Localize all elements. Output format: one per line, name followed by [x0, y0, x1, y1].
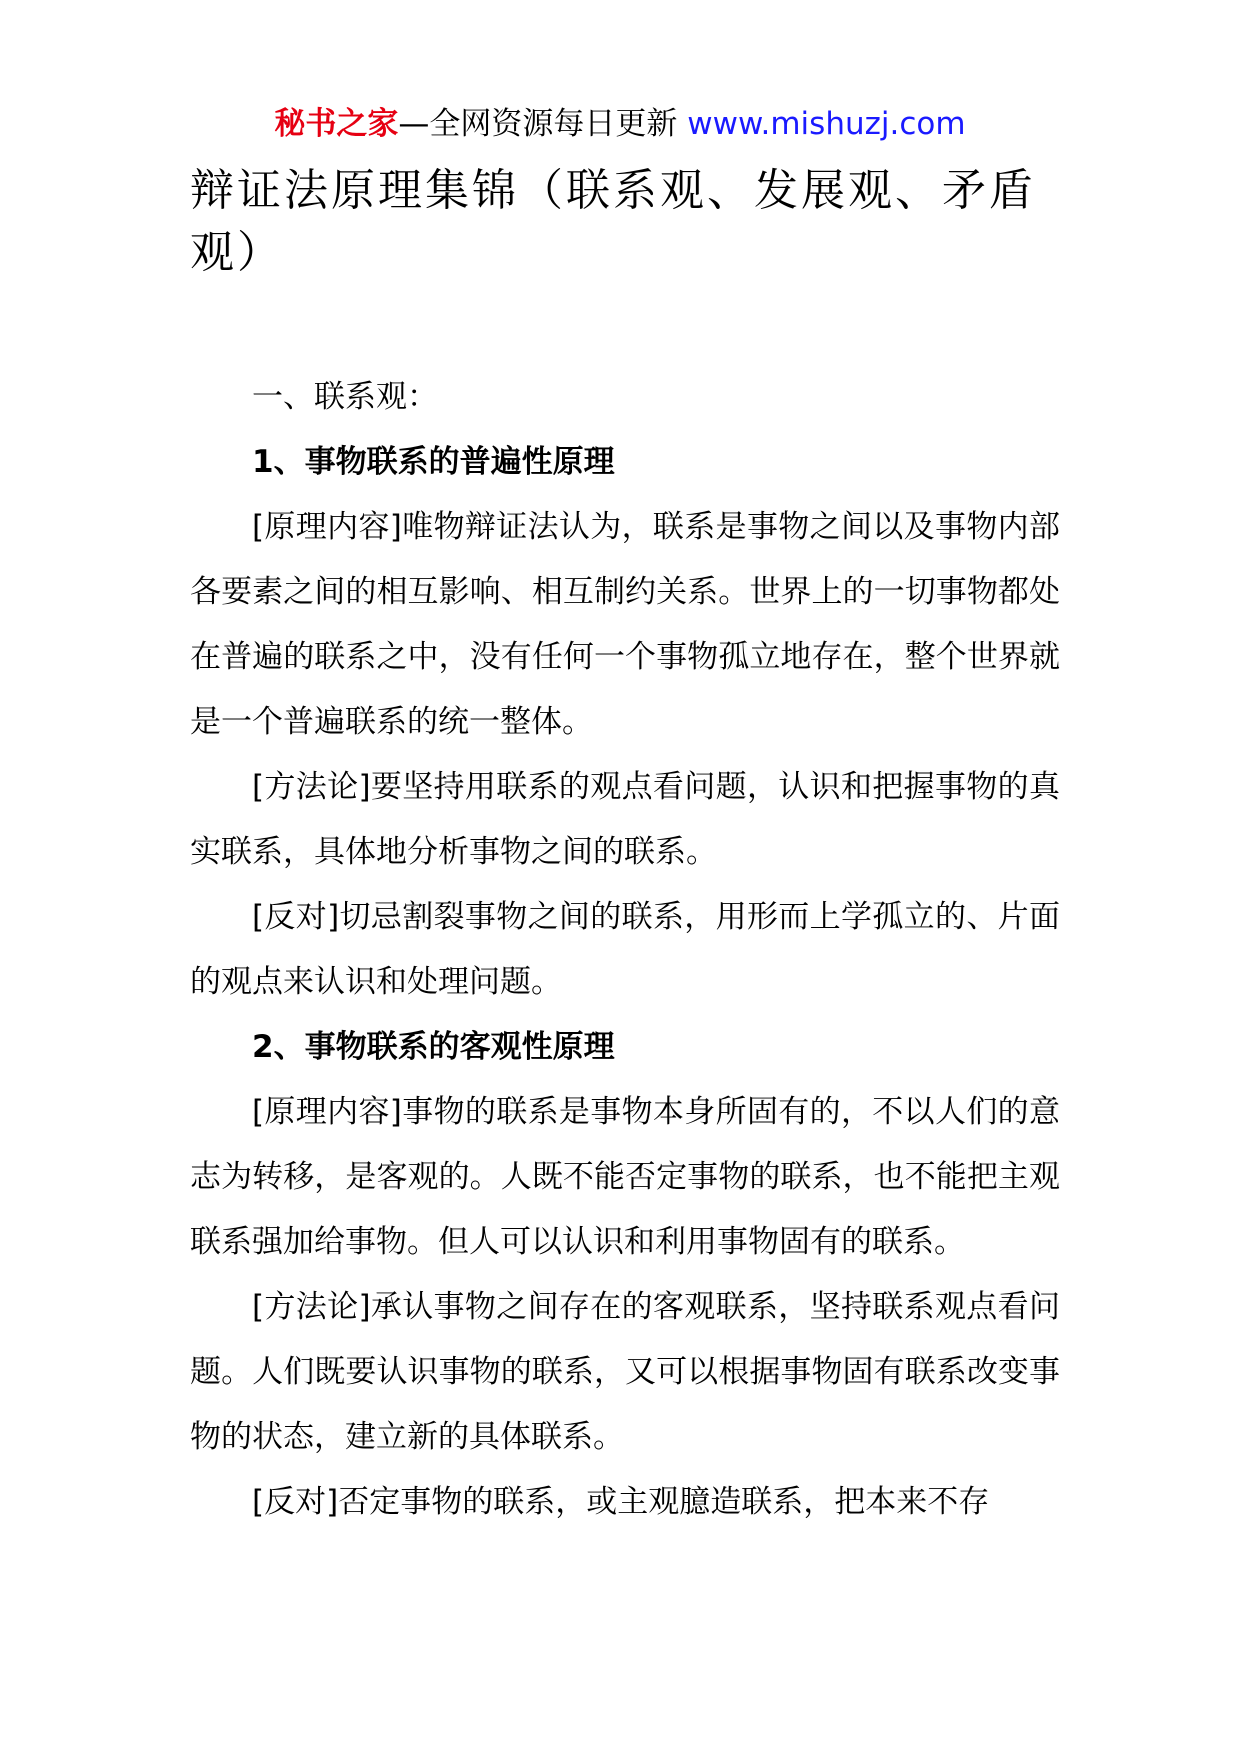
subheading-universality: 1、事物联系的普遍性原理 [252, 444, 615, 480]
paragraph-text: 唯物辩证法认为，联系是事物之间以及事物内部各要素之间的相互影响、相互制约关系。世界上的一切事物都处在普遍的联系之中，没有任何一个事物孤立地存在，整个世界就是一个普遍联系的统一整体。 [190, 509, 1060, 740]
subheading-objectivity: 2、事物联系的客观性原理 [252, 1029, 615, 1065]
site-header [0, 104, 1240, 144]
site-url-link[interactable]: www.mishuzj.com [687, 106, 966, 142]
tag-oppose: [反对] [252, 1484, 339, 1520]
paragraph-oppose-1 [190, 885, 1060, 1015]
paragraph-text: 否定事物的联系，或主观臆造联系，把本来不存 [338, 1484, 990, 1520]
paragraph-principle-content-2 [190, 1080, 1060, 1275]
tag-methodology: [方法论] [252, 1289, 371, 1325]
section-heading-connection: 一、联系观： [252, 379, 438, 415]
paragraph-text: 切忌割裂事物之间的联系，用形而上学孤立的、片面的观点来认识和处理问题。 [190, 899, 1060, 1000]
document-title: 辩证法原理集锦（联系观、发展观、矛盾观） [190, 165, 1036, 278]
brand-name: 秘书之家 [274, 106, 399, 142]
tag-principle-content: [原理内容] [252, 509, 402, 545]
paragraph-principle-content-1 [190, 495, 1060, 755]
document-body [190, 365, 1060, 1535]
tag-principle-content: [原理内容] [252, 1094, 402, 1130]
paragraph-oppose-2 [190, 1470, 1060, 1535]
paragraph-methodology-2 [190, 1275, 1060, 1470]
paragraph-methodology-1 [190, 755, 1060, 885]
header-slogan: —全网资源每日更新 [398, 106, 688, 142]
tag-methodology: [方法论] [252, 769, 371, 805]
paragraph-text: 承认事物之间存在的客观联系，坚持联系观点看问题。人们既要认识事物的联系，又可以根据事物固有联系改变事物的状态，建立新的具体联系。 [190, 1289, 1060, 1455]
paragraph-text: 事物的联系是事物本身所固有的，不以人们的意志为转移，是客观的。人既不能否定事物的联系，也不能把主观联系强加给事物。但人可以认识和利用事物固有的联系。 [190, 1094, 1060, 1260]
tag-oppose: [反对] [252, 899, 340, 935]
paragraph-text: 要坚持用联系的观点看问题，认识和把握事物的真实联系，具体地分析事物之间的联系。 [190, 769, 1060, 870]
